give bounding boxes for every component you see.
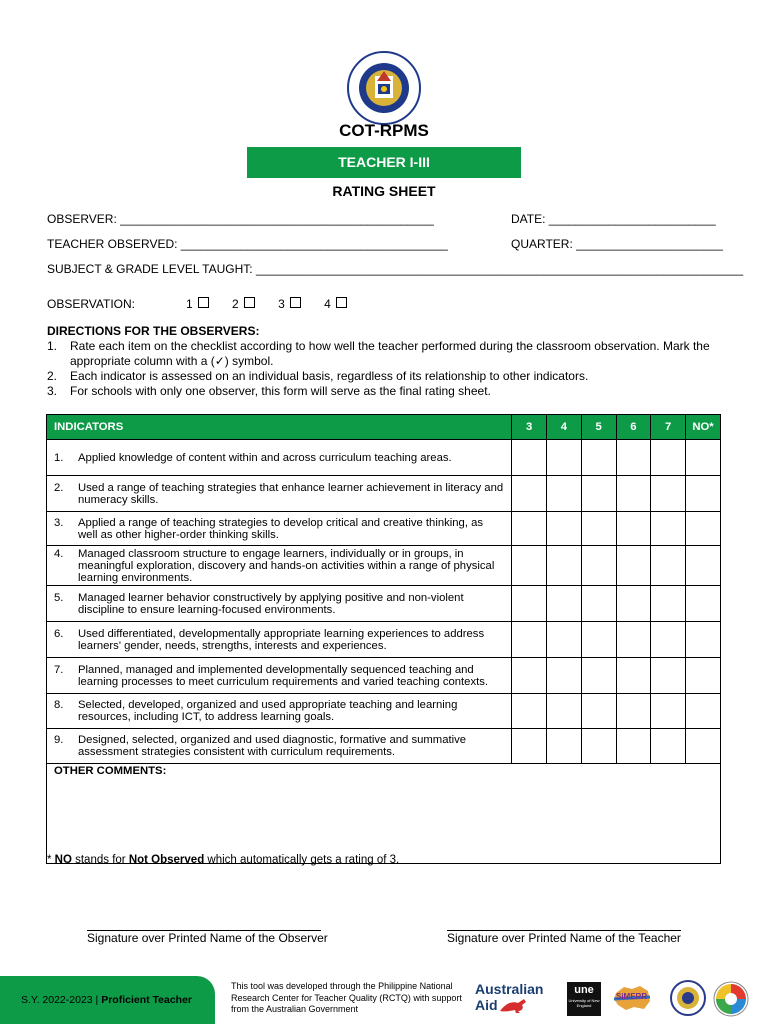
score-cell[interactable] [581,440,616,476]
direction-item: 2. Each indicator is assessed on an individual basis, regardless of its relationship to other indicators. [47,369,589,383]
score-cell[interactable] [651,440,686,476]
teacher-observed-field[interactable]: TEACHER OBSERVED: ________________________________________ [47,237,448,251]
score-cell[interactable] [651,694,686,729]
other-comments-box[interactable] [47,764,721,864]
teacher-signature-block[interactable] [447,930,681,945]
score-cell[interactable] [546,658,581,694]
direction-item: 3. For schools with only one observer, this form will serve as the final rating sheet. [47,384,491,398]
quarter-field[interactable]: QUARTER: ______________________ [511,237,723,251]
not-observed-footnote: * NO stands for Not Observed which automatically gets a rating of 3. [47,854,400,866]
score-cell[interactable] [686,512,721,546]
score-cell[interactable] [651,622,686,658]
score-cell[interactable] [581,586,616,622]
normal-university-seal-logo [670,980,706,1016]
score-cell[interactable] [512,546,547,586]
score-cell[interactable] [512,694,547,729]
score-cell[interactable] [686,440,721,476]
table-row [47,586,721,622]
rctq-logo [712,980,750,1018]
score-header-3: 3 [512,415,547,440]
score-cell[interactable] [651,512,686,546]
observation-label: OBSERVATION: [47,297,136,311]
score-cell[interactable] [651,546,686,586]
checkbox-icon[interactable] [290,297,301,308]
indicator-cell: 7. Planned, managed and implemented developmentally sequenced teaching and learning processes to meet curriculum requirements and varied teaching contexts. [47,658,512,694]
indicator-cell: 1. Applied knowledge of content within and across curriculum teaching areas. [47,440,512,476]
direction-item: 1. Rate each item on the checklist according to how well the teacher performed during the classroom observation. Mark the appropriate column with a (✓) symbol. [47,339,710,368]
observation-option-1[interactable]: 1 [186,297,209,311]
rctq-credit-text: This tool was developed through the Philippine National Research Center for Teacher Quality (RCTQ) with support from the Australian Government [231,981,462,1014]
subject-grade-field[interactable]: SUBJECT & GRADE LEVEL TAUGHT: _________________________________________________________________________ [47,262,744,276]
table-row [47,440,721,476]
table-header-row [47,415,721,440]
score-cell[interactable] [616,658,651,694]
score-cell[interactable] [512,476,547,512]
table-row [47,622,721,658]
score-cell[interactable] [512,512,547,546]
score-cell[interactable] [616,512,651,546]
score-cell[interactable] [616,586,651,622]
score-cell[interactable] [616,546,651,586]
score-cell[interactable] [512,658,547,694]
score-cell[interactable] [512,729,547,764]
observation-option-2[interactable]: 2 [232,297,255,311]
kangaroo-icon [498,997,532,1013]
score-cell[interactable] [546,440,581,476]
score-cell[interactable] [546,546,581,586]
score-cell[interactable] [512,440,547,476]
score-header-4: 4 [546,415,581,440]
score-header-no: NO* [686,415,721,440]
observer-field[interactable]: OBSERVER: _______________________________________________ [47,212,434,226]
score-cell[interactable] [651,586,686,622]
table-row [47,476,721,512]
table-row [47,694,721,729]
score-cell[interactable] [512,586,547,622]
score-cell[interactable] [546,729,581,764]
score-header-7: 7 [651,415,686,440]
directions-heading: DIRECTIONS FOR THE OBSERVERS: [47,324,260,338]
score-cell[interactable] [686,586,721,622]
checkbox-icon[interactable] [336,297,347,308]
indicator-cell: 5. Managed learner behavior constructively by applying positive and non-violent discipline to ensure learning-focused environments. [47,586,512,622]
observation-option-4[interactable]: 4 [324,297,347,311]
document-title: COT-RPMS [339,121,429,140]
other-comments-label: OTHER COMMENTS: [54,765,167,777]
deped-seal-logo [347,51,421,125]
score-cell[interactable] [546,694,581,729]
indicator-cell: 6. Used differentiated, developmentally appropriate learning experiences to address learners' gender, needs, strengths, interests and experiences. [47,622,512,658]
simerr-logo: SiMERR [610,983,654,1013]
score-cell[interactable] [616,622,651,658]
table-row [47,546,721,586]
score-cell[interactable] [512,622,547,658]
score-header-5: 5 [581,415,616,440]
score-cell[interactable] [581,546,616,586]
score-cell[interactable] [581,622,616,658]
score-cell[interactable] [546,476,581,512]
score-cell[interactable] [616,476,651,512]
teacher-level-banner: TEACHER I-III [247,147,521,178]
indicator-cell: 8. Selected, developed, organized and used appropriate teaching and learning resources, including ICT, to address learning goals. [47,694,512,729]
observation-options [186,297,367,311]
score-cell[interactable] [581,476,616,512]
table-row [47,512,721,546]
score-cell[interactable] [616,729,651,764]
table-row [47,658,721,694]
score-cell[interactable] [686,694,721,729]
date-field[interactable]: DATE: _________________________ [511,212,716,226]
indicators-header: INDICATORS [47,415,512,440]
score-cell[interactable] [686,658,721,694]
score-cell[interactable] [686,729,721,764]
score-cell[interactable] [651,658,686,694]
score-cell[interactable] [616,440,651,476]
score-cell[interactable] [581,694,616,729]
indicator-cell: 2. Used a range of teaching strategies that enhance learner achievement in literacy and numeracy skills. [47,476,512,512]
observer-signature-block[interactable] [87,930,328,945]
directions-list [47,339,727,399]
score-cell[interactable] [686,546,721,586]
score-cell[interactable] [651,729,686,764]
comments-row [47,764,721,864]
school-year-tab: S.Y. 2022-2023 | Proficient Teacher [0,976,215,1024]
indicator-cell: 3. Applied a range of teaching strategies to develop critical and creative thinking, as well as other higher-order thinking skills. [47,512,512,546]
rating-table [46,414,721,864]
indicator-cell: 4. Managed classroom structure to engage learners, individually or in groups, in meaningful exploration, discovery and hands-on activities within a range of physical learning environments. [47,546,512,586]
score-cell[interactable] [581,729,616,764]
table-row [47,729,721,764]
score-cell[interactable] [546,512,581,546]
score-cell[interactable] [546,622,581,658]
checkbox-icon[interactable] [244,297,255,308]
score-cell[interactable] [686,622,721,658]
score-cell[interactable] [546,586,581,622]
observation-option-3[interactable]: 3 [278,297,301,311]
score-cell[interactable] [686,476,721,512]
indicator-cell: 9. Designed, selected, organized and used diagnostic, formative and summative assessment strategies consistent with curriculum requirements. [47,729,512,764]
australian-aid-logo: Australian Aid [475,981,544,1013]
score-cell[interactable] [616,694,651,729]
score-header-6: 6 [616,415,651,440]
score-cell[interactable] [581,512,616,546]
score-cell[interactable] [651,476,686,512]
checkbox-icon[interactable] [198,297,209,308]
teacher-signature-label: Signature over Printed Name of the Teacher [447,931,681,945]
score-cell[interactable] [581,658,616,694]
une-logo: une University of New England [567,982,601,1016]
observer-signature-label: Signature over Printed Name of the Observer [87,931,328,945]
rating-sheet-subtitle: RATING SHEET [332,183,436,199]
